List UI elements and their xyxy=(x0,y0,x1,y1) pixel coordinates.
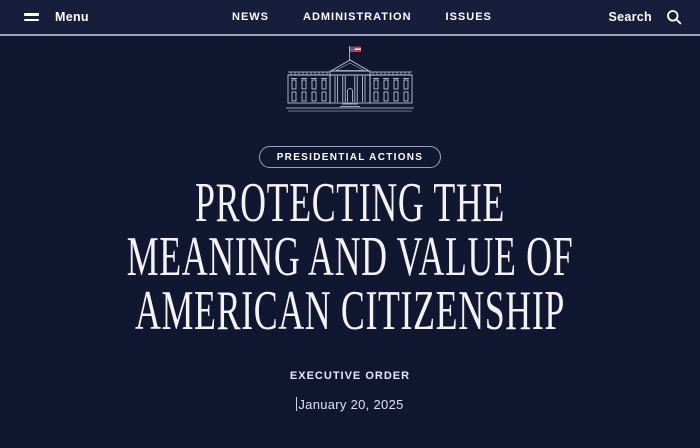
white-house-illustration xyxy=(0,45,700,113)
title-line-2: MEANING AND VALUE OF xyxy=(126,226,574,288)
badge-row xyxy=(0,146,700,168)
menu-label: Menu xyxy=(55,10,89,24)
presidential-actions-badge[interactable]: PRESIDENTIAL ACTIONS xyxy=(259,146,442,168)
menu-button[interactable] xyxy=(24,0,89,34)
document-type-label: EXECUTIVE ORDER xyxy=(289,370,411,382)
top-navigation-bar xyxy=(0,0,700,36)
publication-date-text: January 20, 2025 xyxy=(298,397,404,412)
hero-section xyxy=(0,36,700,448)
white-house-icon xyxy=(286,45,414,113)
hamburger-icon xyxy=(24,13,39,21)
nav-item-issues[interactable]: ISSUES xyxy=(445,11,492,23)
page-title xyxy=(0,172,700,342)
primary-nav xyxy=(232,0,492,34)
publication-date xyxy=(0,397,700,412)
search-label: Search xyxy=(608,10,652,24)
title-line-3: AMERICAN CITIZENSHIP xyxy=(135,280,565,342)
title-line-1: PROTECTING THE xyxy=(195,172,505,234)
search-button[interactable] xyxy=(609,0,683,34)
nav-item-news[interactable]: NEWS xyxy=(232,11,269,23)
search-icon[interactable] xyxy=(666,9,682,25)
nav-item-administration[interactable]: ADMINISTRATION xyxy=(303,11,412,23)
